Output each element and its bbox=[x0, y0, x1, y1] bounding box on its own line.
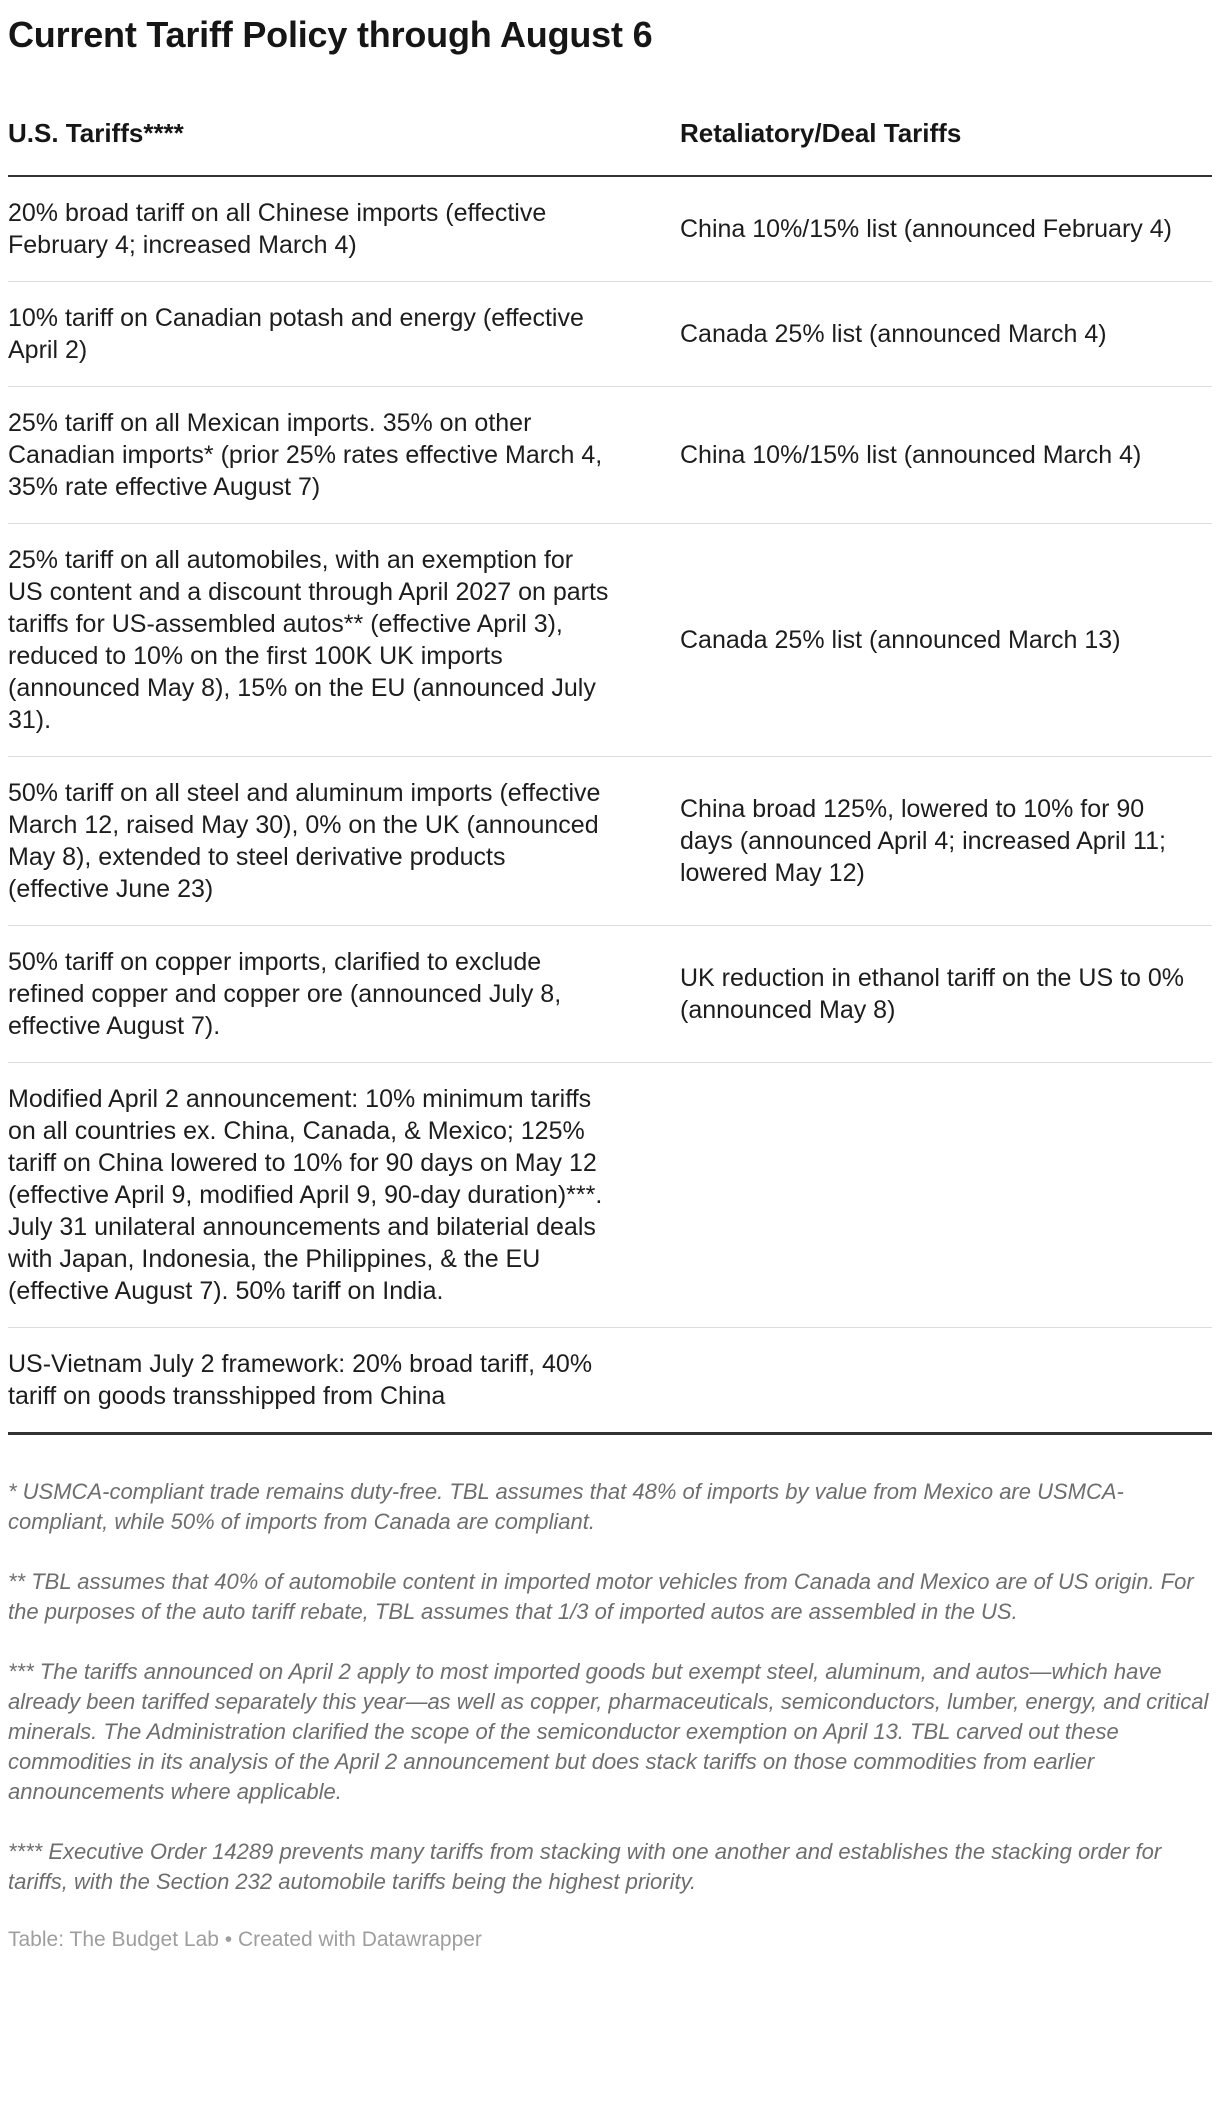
retaliatory-tariff-cell: Canada 25% list (announced March 13) bbox=[680, 524, 1212, 757]
footnote: *** The tariffs announced on April 2 apply to most imported goods but exempt steel, aluminum, and autos—which have already been tariffed separately this year—as well as copper, pharmaceuticals, semiconductors, lumber, energy, and critical minerals. The Administration clarified the scope of the semiconductor exemption on April 13. TBL carved out these commodities in its analysis of the April 2 announcement but does stack tariffs on those commodities from earlier announcements where applicable. bbox=[8, 1659, 1209, 1804]
page-title: Current Tariff Policy through August 6 bbox=[8, 14, 653, 55]
credit-line: Table: The Budget Lab • Created with Datawrapper bbox=[8, 1928, 482, 1951]
footnotes bbox=[8, 1477, 1212, 1897]
table-row bbox=[8, 282, 1212, 387]
footnote: * USMCA-compliant trade remains duty-free. TBL assumes that 48% of imports by value from Mexico are USMCA-compliant, while 50% of imports from Canada are compliant. bbox=[8, 1479, 1124, 1534]
column-header-us-tariffs: U.S. Tariffs**** bbox=[8, 118, 680, 176]
table-row bbox=[8, 926, 1212, 1063]
table-row bbox=[8, 1063, 1212, 1328]
us-tariff-cell: 50% tariff on all steel and aluminum imports (effective March 12, raised May 30), 0% on the UK (announced May 8), extended to steel derivative products (effective June 23) bbox=[8, 757, 680, 926]
table-row bbox=[8, 387, 1212, 524]
retaliatory-tariff-cell: China 10%/15% list (announced February 4) bbox=[680, 176, 1212, 282]
retaliatory-tariff-cell: UK reduction in ethanol tariff on the US to 0% (announced May 8) bbox=[680, 926, 1212, 1063]
footnote: ** TBL assumes that 40% of automobile content in imported motor vehicles from Canada and Mexico are of US origin. For the purposes of the auto tariff rebate, TBL assumes that 1/3 of imported autos are assembled in the US. bbox=[8, 1569, 1194, 1624]
table-page bbox=[0, 14, 1220, 1963]
retaliatory-tariff-cell: Canada 25% list (announced March 4) bbox=[680, 282, 1212, 387]
column-header-retaliatory-tariffs: Retaliatory/Deal Tariffs bbox=[680, 118, 1212, 176]
tariff-table bbox=[8, 118, 1212, 1435]
retaliatory-tariff-cell bbox=[680, 1063, 1212, 1328]
table-header bbox=[8, 118, 1212, 176]
us-tariff-cell: 25% tariff on all automobiles, with an exemption for US content and a discount through April 2027 on parts tariffs for US-assembled autos** (effective April 3), reduced to 10% on the first 100K UK imports (announced May 8), 15% on the EU (announced July 31). bbox=[8, 524, 680, 757]
retaliatory-tariff-cell: China 10%/15% list (announced March 4) bbox=[680, 387, 1212, 524]
footnote: **** Executive Order 14289 prevents many tariffs from stacking with one another and establishes the stacking order for tariffs, with the Section 232 automobile tariffs being the highest priority. bbox=[8, 1839, 1162, 1894]
table-row bbox=[8, 1328, 1212, 1434]
table-row bbox=[8, 524, 1212, 757]
table-row bbox=[8, 757, 1212, 926]
retaliatory-tariff-cell bbox=[680, 1328, 1212, 1434]
us-tariff-cell: 10% tariff on Canadian potash and energy (effective April 2) bbox=[8, 282, 680, 387]
us-tariff-cell: 50% tariff on copper imports, clarified to exclude refined copper and copper ore (announced July 8, effective August 7). bbox=[8, 926, 680, 1063]
us-tariff-cell: 25% tariff on all Mexican imports. 35% on other Canadian imports* (prior 25% rates effective March 4, 35% rate effective August 7) bbox=[8, 387, 680, 524]
retaliatory-tariff-cell: China broad 125%, lowered to 10% for 90 days (announced April 4; increased April 11; lowered May 12) bbox=[680, 757, 1212, 926]
table-body bbox=[8, 176, 1212, 1434]
table-row bbox=[8, 176, 1212, 282]
us-tariff-cell: US-Vietnam July 2 framework: 20% broad tariff, 40% tariff on goods transshipped from China bbox=[8, 1328, 680, 1434]
header-row bbox=[8, 118, 1212, 176]
us-tariff-cell: Modified April 2 announcement: 10% minimum tariffs on all countries ex. China, Canada, & Mexico; 125% tariff on China lowered to 10% for 90 days on May 12 (effective April 9, modified April 9, 90-day duration)***. July 31 unilateral announcements and bilaterial deals with Japan, Indonesia, the Philippines, & the EU (effective August 7). 50% tariff on India. bbox=[8, 1063, 680, 1328]
us-tariff-cell: 20% broad tariff on all Chinese imports (effective February 4; increased March 4) bbox=[8, 176, 680, 282]
